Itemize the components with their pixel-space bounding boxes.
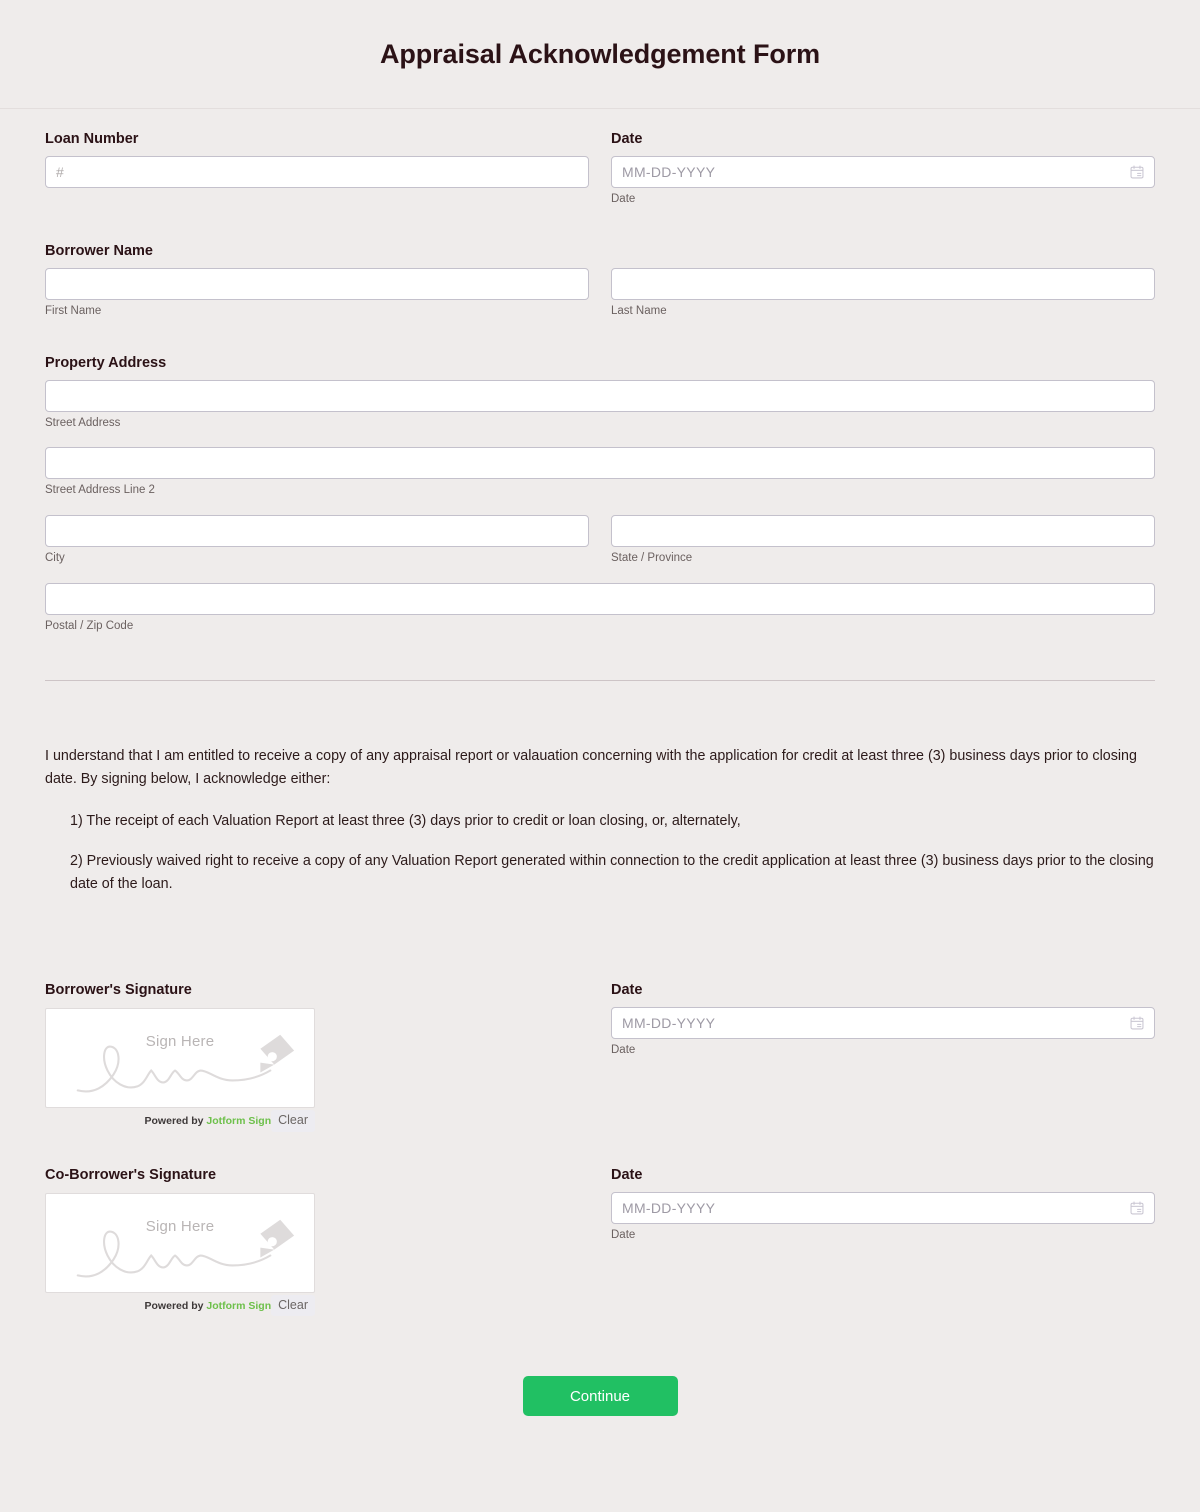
field-property-address (45, 355, 1155, 634)
co-borrower-date-wrap (611, 1192, 1155, 1224)
field-borrower-name (45, 243, 1155, 319)
property-address-label: Property Address (45, 354, 167, 371)
signature-scribble-icon (46, 1194, 314, 1293)
borrower-signature-pad[interactable] (45, 1008, 315, 1108)
field-top-date (611, 131, 1155, 207)
state-group (611, 515, 1155, 566)
first-name-group (45, 268, 589, 319)
first-name-input[interactable] (45, 268, 589, 300)
street-address-2-input[interactable] (45, 447, 1155, 479)
postal-code-input[interactable] (45, 583, 1155, 615)
legal-text-block (45, 745, 1155, 896)
form-body (0, 131, 1200, 1416)
jotform-sign-brand: Jotform Sign (206, 1115, 272, 1128)
borrower-signature-footer (45, 1110, 315, 1132)
section-divider (45, 680, 1155, 681)
legal-intro-paragraph: I understand that I am entitled to receive a copy of any appraisal report or valauation concerning with the application for credit at least three (3) business days prior to closing date. By signing below, I acknowledge either: (45, 747, 1137, 788)
co-borrower-signature-clear-button[interactable]: Clear (271, 1295, 315, 1317)
legal-item-1: 1) The receipt of each Valuation Report at least three (3) days prior to credit or loan closing, or, alternately, (70, 813, 741, 830)
first-name-sublabel: First Name (45, 304, 102, 317)
co-borrower-date-sublabel: Date (611, 1228, 636, 1241)
borrower-date-wrap (611, 1007, 1155, 1039)
city-group (45, 515, 589, 566)
powered-by-prefix: Powered by (144, 1299, 207, 1312)
top-date-label: Date (611, 131, 643, 147)
page-title: Appraisal Acknowledgement Form (379, 38, 821, 69)
form-header (0, 0, 1200, 109)
borrower-signature-hint: Sign Here (145, 1033, 215, 1051)
legal-item-2: 2) Previously waived right to receive a copy of any Valuation Report generated within connection to the credit application at least three (3) business days prior to the closing date of the loan. (70, 852, 1154, 892)
top-date-sublabel: Date (611, 193, 636, 205)
co-borrower-date-input[interactable] (611, 1192, 1155, 1224)
powered-by-label (145, 1300, 272, 1312)
row-borrower-name (45, 268, 1155, 319)
borrower-signature-clear-button[interactable]: Clear (271, 1110, 315, 1132)
form-footer (45, 1376, 1155, 1416)
powered-by-label (145, 1115, 272, 1127)
last-name-group (611, 268, 1155, 319)
co-borrower-signature-hint: Sign Here (145, 1217, 215, 1235)
top-date-wrap (611, 156, 1155, 188)
co-borrower-date-label: Date (611, 1166, 643, 1183)
signature-scribble-icon (46, 1009, 314, 1108)
field-loan-number (45, 131, 589, 207)
loan-number-input[interactable] (45, 156, 589, 188)
co-borrower-signature-pad[interactable] (45, 1193, 315, 1293)
borrower-date-label: Date (611, 982, 643, 999)
last-name-input[interactable] (611, 268, 1155, 300)
co-borrower-signature-group (45, 1167, 589, 1317)
city-input[interactable] (45, 515, 589, 547)
last-name-sublabel: Last Name (611, 304, 667, 317)
row-co-borrower-signature (45, 1167, 1155, 1317)
powered-by-prefix: Powered by (144, 1115, 207, 1128)
co-borrower-date-group (611, 1167, 1155, 1317)
postal-code-sublabel: Postal / Zip Code (45, 619, 134, 632)
street-address-group (45, 380, 1155, 431)
borrower-name-label: Borrower Name (45, 242, 153, 259)
borrower-signature-label: Borrower's Signature (45, 982, 192, 999)
co-borrower-signature-footer (45, 1295, 315, 1317)
borrower-date-sublabel: Date (611, 1044, 636, 1057)
top-date-input[interactable] (611, 156, 1155, 188)
state-sublabel: State / Province (611, 552, 693, 565)
street-address-2-group (45, 447, 1155, 498)
row-borrower-signature (45, 982, 1155, 1132)
street-address-input[interactable] (45, 380, 1155, 412)
borrower-signature-group (45, 982, 589, 1132)
borrower-date-input[interactable] (611, 1007, 1155, 1039)
street-address-sublabel: Street Address (45, 416, 121, 429)
postal-group (45, 583, 1155, 634)
borrower-date-group (611, 982, 1155, 1132)
street-address-2-sublabel: Street Address Line 2 (45, 484, 155, 497)
row-loan-date (45, 131, 1155, 207)
loan-number-label: Loan Number (45, 131, 139, 147)
row-city-state (45, 515, 1155, 566)
co-borrower-signature-label: Co-Borrower's Signature (45, 1166, 217, 1183)
continue-button[interactable]: Continue (523, 1376, 678, 1416)
jotform-sign-brand: Jotform Sign (206, 1299, 272, 1312)
city-sublabel: City (45, 552, 65, 565)
state-input[interactable] (611, 515, 1155, 547)
